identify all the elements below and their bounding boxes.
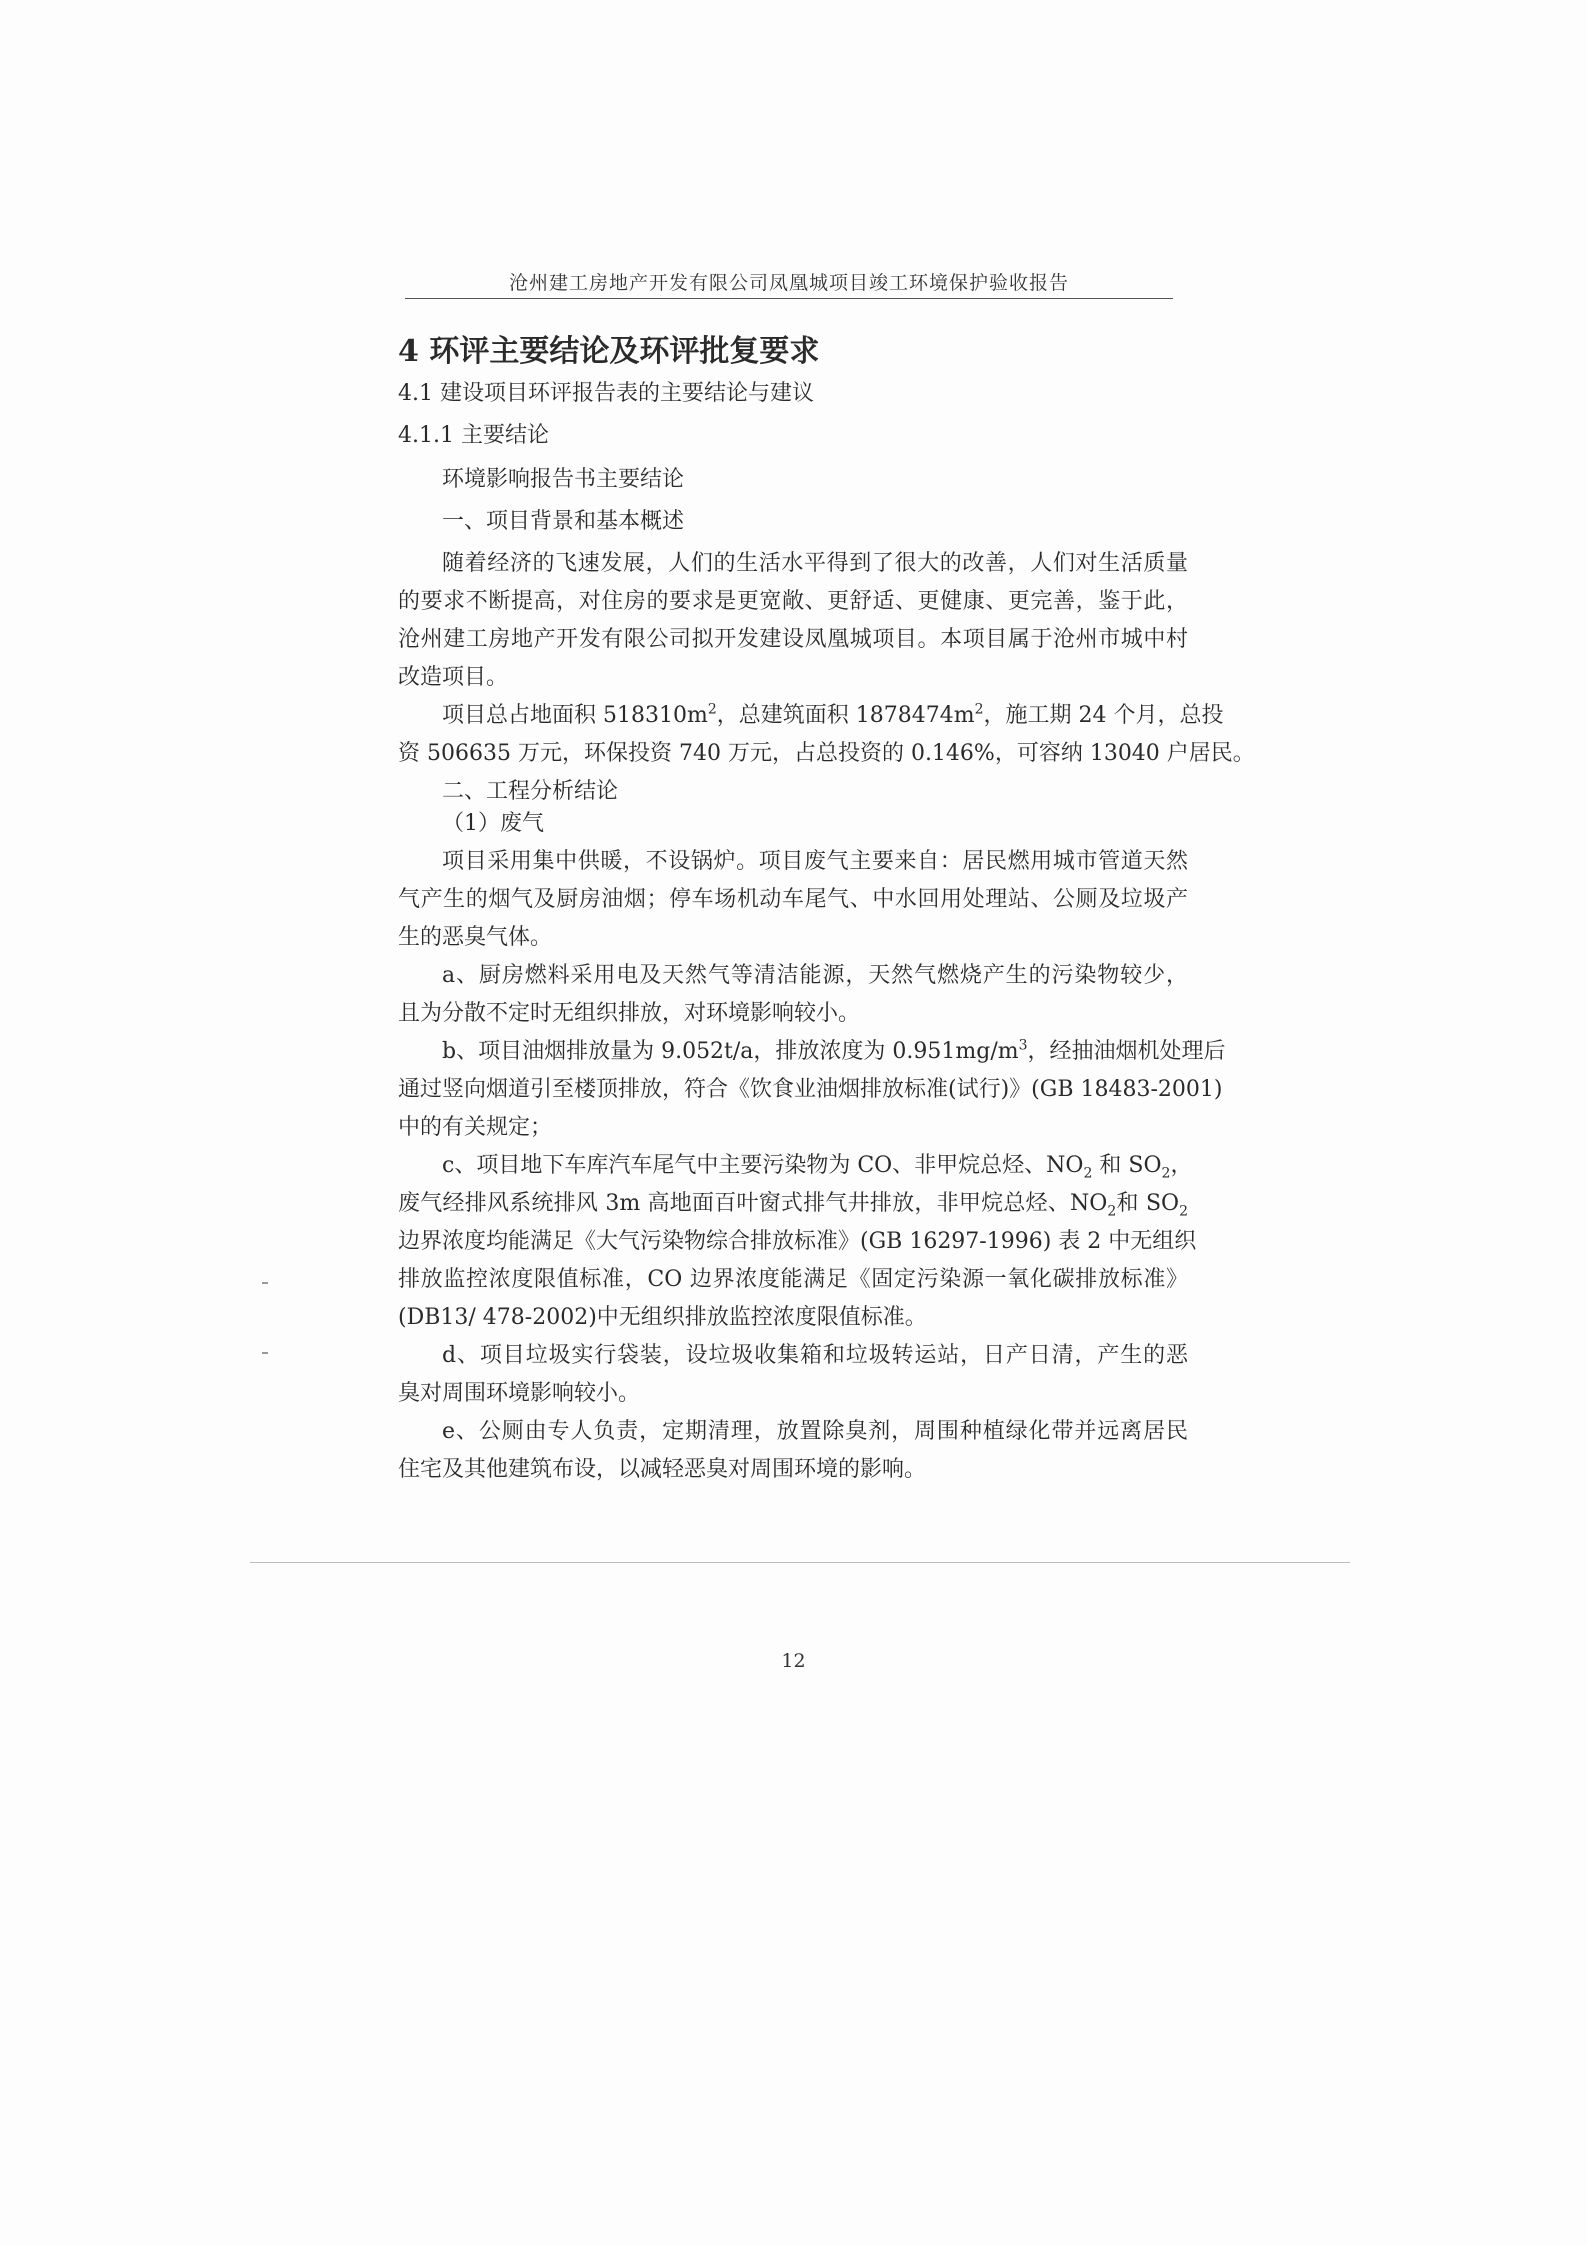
paragraph-b (398, 1037, 1226, 1142)
scan-artifact-mark (262, 1282, 268, 1284)
text-line: 臭对周围环境影响较小。 (398, 1381, 641, 1406)
heading-exhaust-gas: （1）废气 (442, 811, 544, 836)
text-line: 通过竖向烟道引至楼顶排放，符合《饮食业油烟排放标准(试行)》(GB 18483-2001) (398, 1077, 1223, 1102)
text-line: 项目采用集中供暖，不设锅炉。项目废气主要来自：居民燃用城市管道天然 (442, 849, 1188, 874)
text-line: b、项目油烟排放量为 9.052t/a，排放浓度为 $0.951mg/m^3$，经抽油烟机处理后 (442, 1037, 1226, 1064)
chapter-title: 4 环评主要结论及环评批复要求 (398, 334, 820, 369)
text-line: 废气经排风系统排风 3m 高地面百叶窗式排气井排放，非甲烷总烃、$NO_2$和 $SO_2$ (398, 1191, 1188, 1220)
text-line: 且为分散不定时无组织排放，对环境影响较小。 (398, 1001, 861, 1026)
text-line: c、项目地下车库汽车尾气中主要污染物为 CO、非甲烷总烃、$NO_2$ 和 $SO_2$， (442, 1153, 1193, 1182)
subtitle: 环境影响报告书主要结论 (442, 467, 685, 492)
paragraph-project-scale (398, 701, 1255, 768)
scan-artifact-line (250, 1562, 1350, 1563)
page-number: 12 (781, 1650, 806, 1672)
text-line: d、项目垃圾实行袋装，设垃圾收集箱和垃圾转运站，日产日清，产生的恶 (442, 1343, 1188, 1368)
document-body (398, 332, 1255, 1494)
page-header (405, 268, 1173, 299)
text-line: 沧州建工房地产开发有限公司拟开发建设凤凰城项目。本项目属于沧州市城中村 (398, 627, 1188, 652)
section-heading-4-1-1: 4.1.1 主要结论 (398, 423, 549, 448)
scan-artifact-mark (262, 1352, 268, 1354)
paragraph-background (398, 550, 1188, 692)
paragraph-a (398, 962, 1188, 1028)
text-line: 生的恶臭气体。 (398, 925, 553, 950)
text-line: (DB13/ 478-2002)中无组织排放监控浓度限值标准。 (398, 1305, 927, 1330)
text-line: 住宅及其他建筑布设，以减轻恶臭对周围环境的影响。 (398, 1457, 927, 1482)
text-line: 资 506635 万元，环保投资 740 万元，占总投资的 0.146%，可容纳 13040 户居民。 (398, 741, 1255, 766)
text-line: 气产生的烟气及厨房油烟；停车场机动车尾气、中水回用处理站、公厕及垃圾产 (398, 887, 1188, 912)
text-line: a、厨房燃料采用电及天然气等清洁能源，天然气燃烧产生的污染物较少， (442, 963, 1188, 988)
text-line: 改造项目。 (398, 665, 509, 690)
text-line: 项目总占地面积 $518310m^2$，总建筑面积 $1878474m^2$，施工期 24 个月，总投 (442, 701, 1224, 728)
heading-project-background: 一、项目背景和基本概述 (442, 509, 685, 534)
text-line: 中的有关规定； (398, 1115, 553, 1140)
text-line: 的要求不断提高，对住房的要求是更宽敞、更舒适、更健康、更完善，鉴于此， (398, 589, 1188, 614)
heading-engineering-analysis: 二、工程分析结论 (442, 779, 619, 804)
text-line: 边界浓度均能满足《大气污染物综合排放标准》(GB 16297-1996) 表 2 中无组织 (398, 1229, 1197, 1254)
paragraph-d (398, 1342, 1188, 1408)
section-heading-4-1: 4.1 建设项目环评报告表的主要结论与建议 (398, 381, 814, 406)
paragraph-e (398, 1418, 1188, 1484)
text-line: 随着经济的飞速发展，人们的生活水平得到了很大的改善，人们对生活质量 (442, 551, 1188, 576)
paragraph-c (398, 1152, 1197, 1332)
header-title: 沧州建工房地产开发有限公司凤凰城项目竣工环境保护验收报告 (508, 272, 1069, 294)
text-line: e、公厕由专人负责，定期清理，放置除臭剂，周围种植绿化带并远离居民 (442, 1419, 1188, 1444)
text-line: 排放监控浓度限值标准，CO 边界浓度能满足《固定污染源一氧化碳排放标准》 (398, 1267, 1188, 1292)
paragraph-exhaust (398, 848, 1188, 952)
